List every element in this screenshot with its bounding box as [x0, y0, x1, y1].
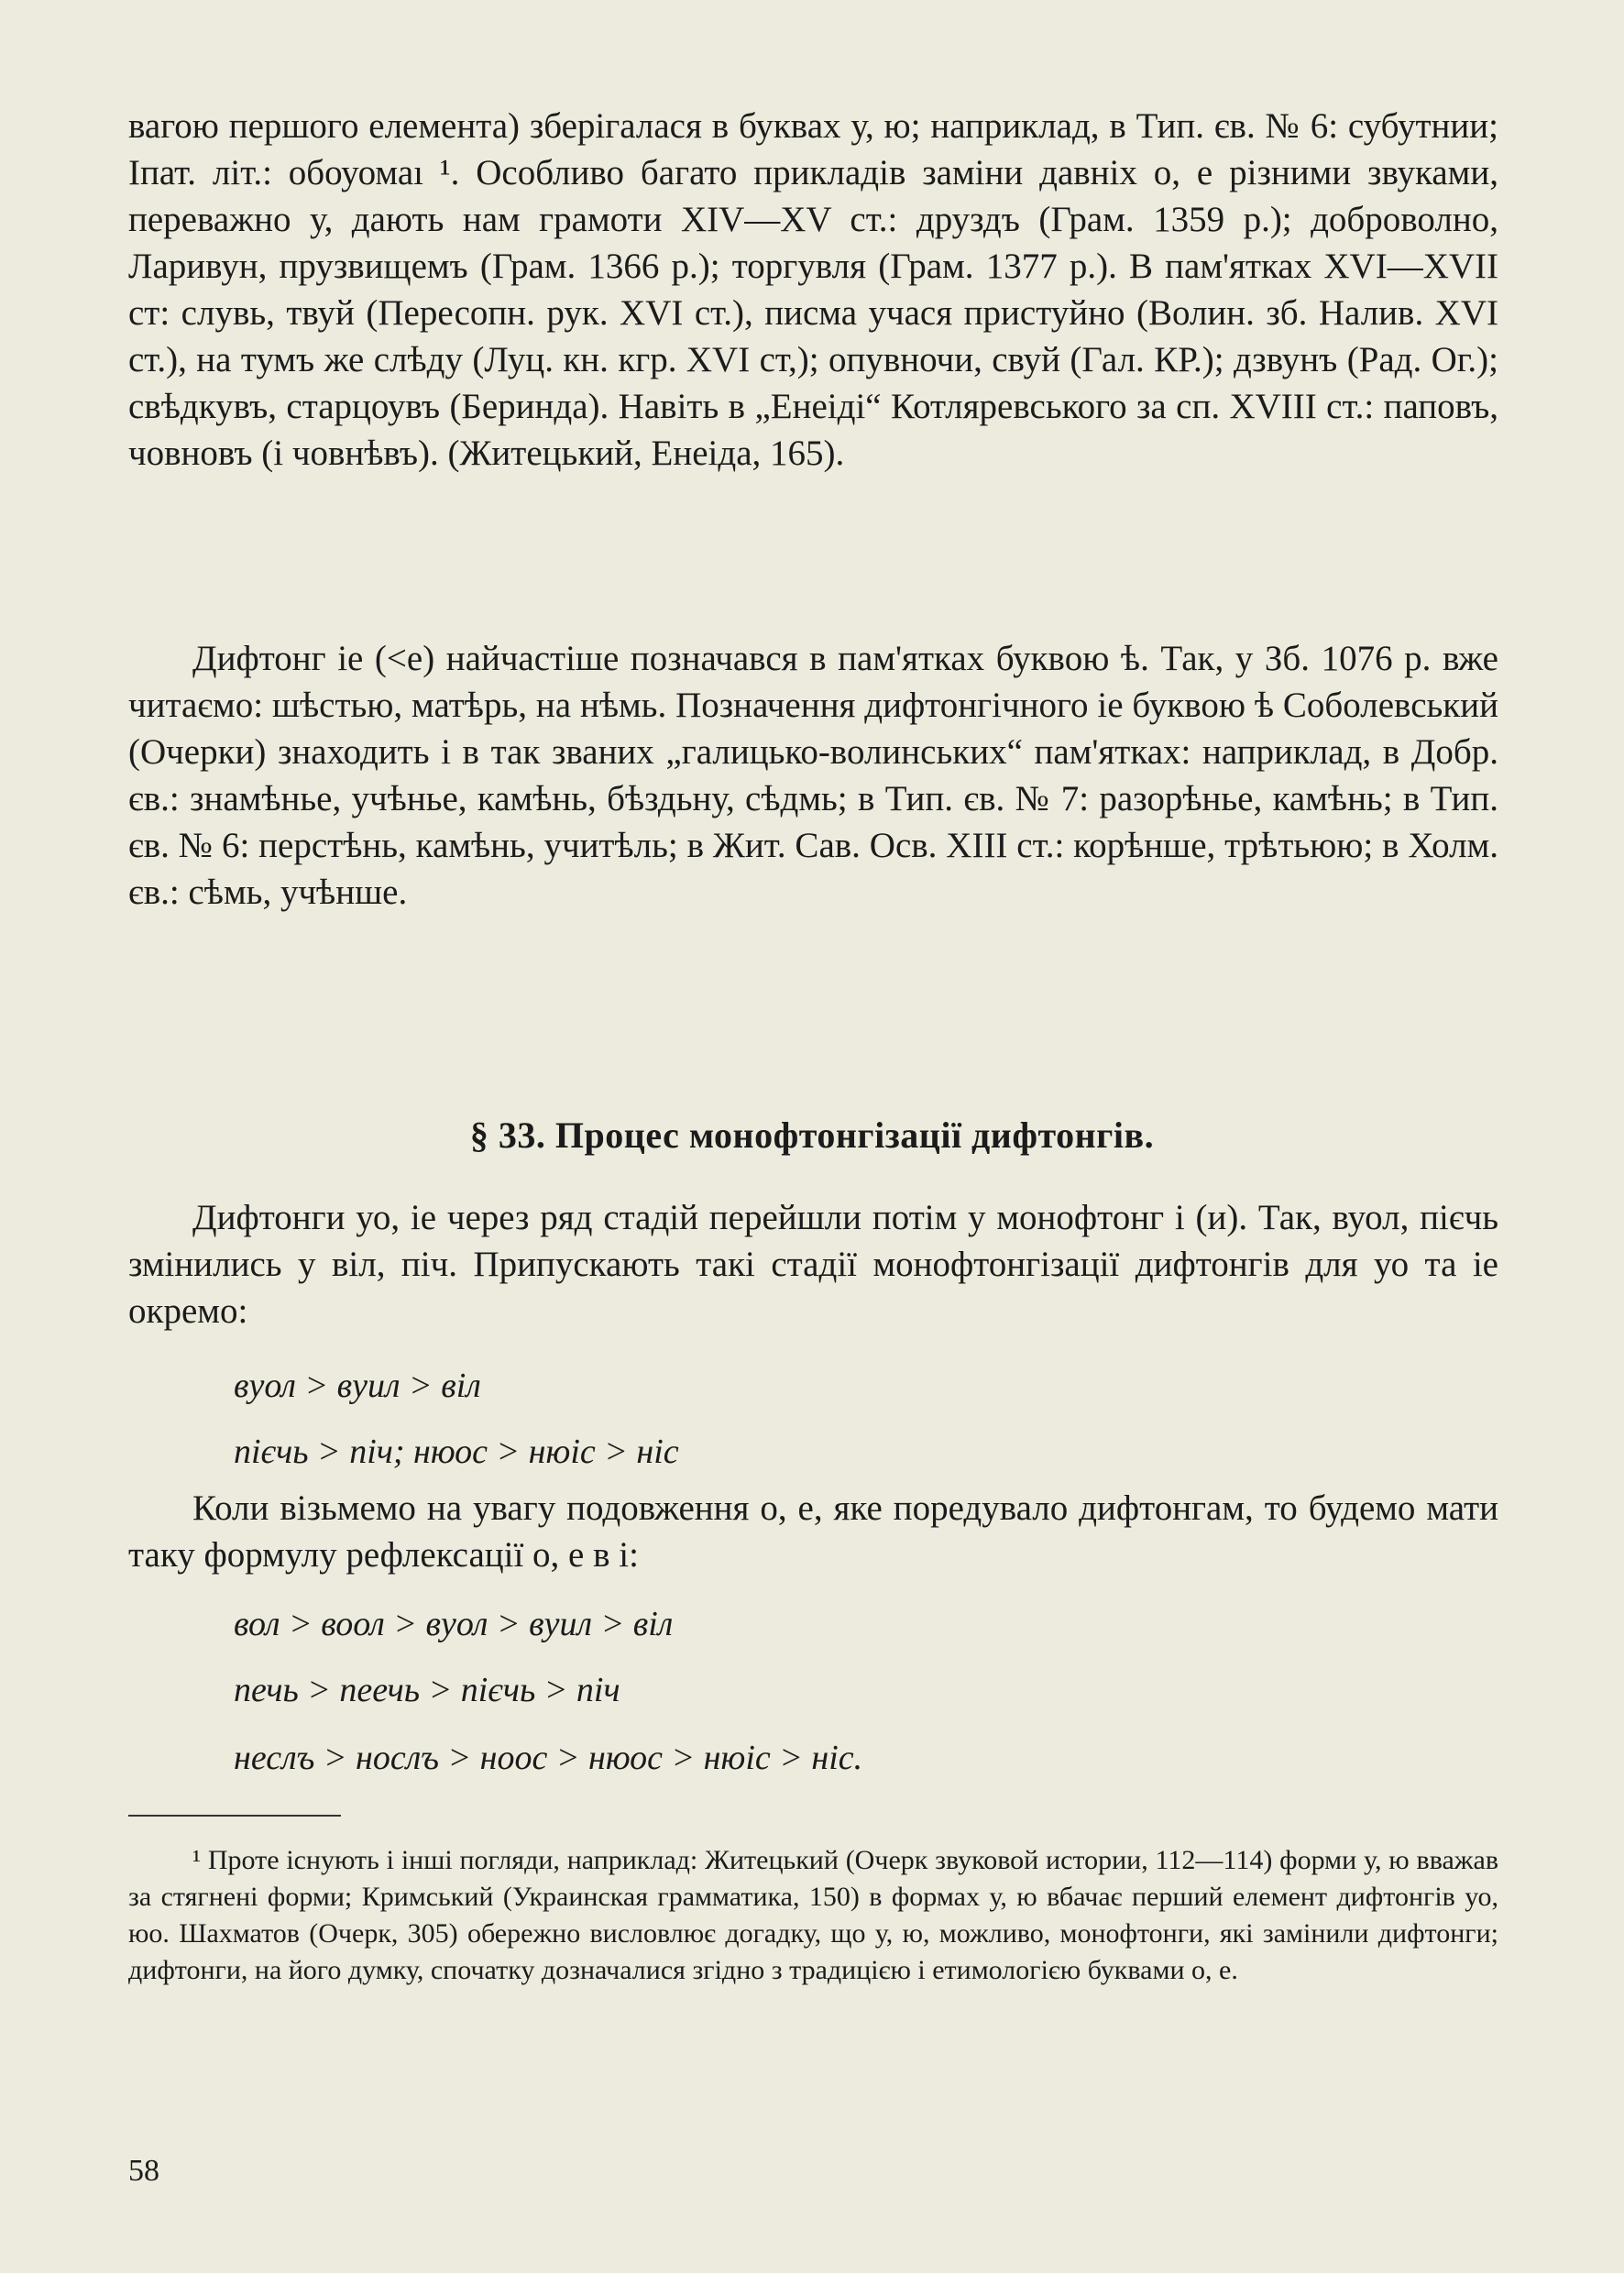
footnote-block: [128, 1842, 1498, 1989]
formula-4: печь > пеечь > пієчь > піч: [234, 1671, 620, 1709]
section-heading: § 33. Процес монофтонгізації дифтонгів.: [469, 1115, 1155, 1156]
paragraph-1: вагою першого елемента) зберігалася в буквах у, ю; наприклад, в Тип. єв. № 6: субутнии; Іпат. літ.: обоуомаı ¹. Особливо багато прикладів заміни давніх о, е різними звуками, переважно у, дають нам грамоти XIV—XV ст.: друздъ (Грам. 1359 р.); доброволно, Ларивун, прузвищемъ (Грам. 1366 р.); торгувля (Грам. 1377 р.). В пам'ятках XVI—XVII ст: слувь, твуй (Пересопн. рук. XVI ст.), писма учася пристуйно (Волин. зб. Налив. XVI ст.), на тумъ же слѣду (Луц. кн. кгр. XVI ст,); опувночи, свуй (Гал. КР.); дзвунъ (Рад. Ог.); свѣдкувъ, старцоувъ (Беринда). Навіть в „Енеіді“ Котляревського за сп. XVIII ст.: паповъ, човновъ (і човнѣвъ). (Житецький, Енеіда, 165).: [128, 106, 1498, 473]
formula-5: неслъ > нослъ > ноос > нюос > нюіс > ніс.: [234, 1739, 863, 1777]
paragraph-2: Дифтонг іе (<е) найчастіше позначався в пам'ятках буквою ѣ. Так, у Зб. 1076 р. вже читаємо: шѣстью, матѣрь, на нѣмь. Позначення дифтонгічного іе буквою ѣ Соболевський (Очерки) знаходить і в так званих „галицько-волинських“ пам'ятках: наприклад, в Добр. єв.: знамѣнье, учѣнье, камѣнь, бѣздьну, сѣдмь; в Тип. єв. № 7: разорѣнье, камѣнь; в Тип. єв. № 6: перстѣнь, камѣнь, учитѣль; в Жит. Сав. Осв. XIII ст.: корѣнше, трѣтьюю; в Холм. єв.: сѣмь, учѣнше.: [128, 639, 1498, 912]
footnote-text: ¹ Проте існують і інші погляди, наприклад: Житецький (Очерк звуковой истории, 112—114) форми у, ю вважав за стягнені форми; Кримський (Украинская грамматика, 150) в формах у, ю вбачає перший елемент дифтонгів уо, юо. Шахматов (Очерк, 305) обережно висловлює догадку, що у, ю, можливо, монофтонги, які замінили дифтонги; дифтонги, на його думку, спочатку дозначалися згідно з традицією і етимологією буквами о, е.: [128, 1845, 1498, 1985]
formula-2: пієчь > піч; нюос > нюіс > ніс: [234, 1433, 679, 1471]
formula-1: вуол > вуил > віл: [234, 1367, 481, 1405]
formula-3: вол > воол > вуол > вуил > віл: [234, 1605, 674, 1643]
paragraph-4-block: [128, 1485, 1498, 1578]
page-number: 58: [128, 2154, 159, 2188]
paragraph-4: Коли візьмемо на увагу подовження о, е, яке поредувало дифтонгам, то будемо мати таку формулу рефлексації о, е в і:: [128, 1488, 1498, 1575]
paragraph-1-block: [128, 103, 1498, 477]
paragraph-2-block: [128, 635, 1498, 916]
footnote-divider: [128, 1815, 341, 1817]
paragraph-3-block: [128, 1194, 1498, 1334]
paragraph-3: Дифтонги уо, іе через ряд стадій перейшли потім у монофтонг і (и). Так, вуол, пієчь змінились у віл, піч. Припускають такі стадії монофтонгізації дифтонгів для уо та іе окремо:: [128, 1198, 1498, 1331]
